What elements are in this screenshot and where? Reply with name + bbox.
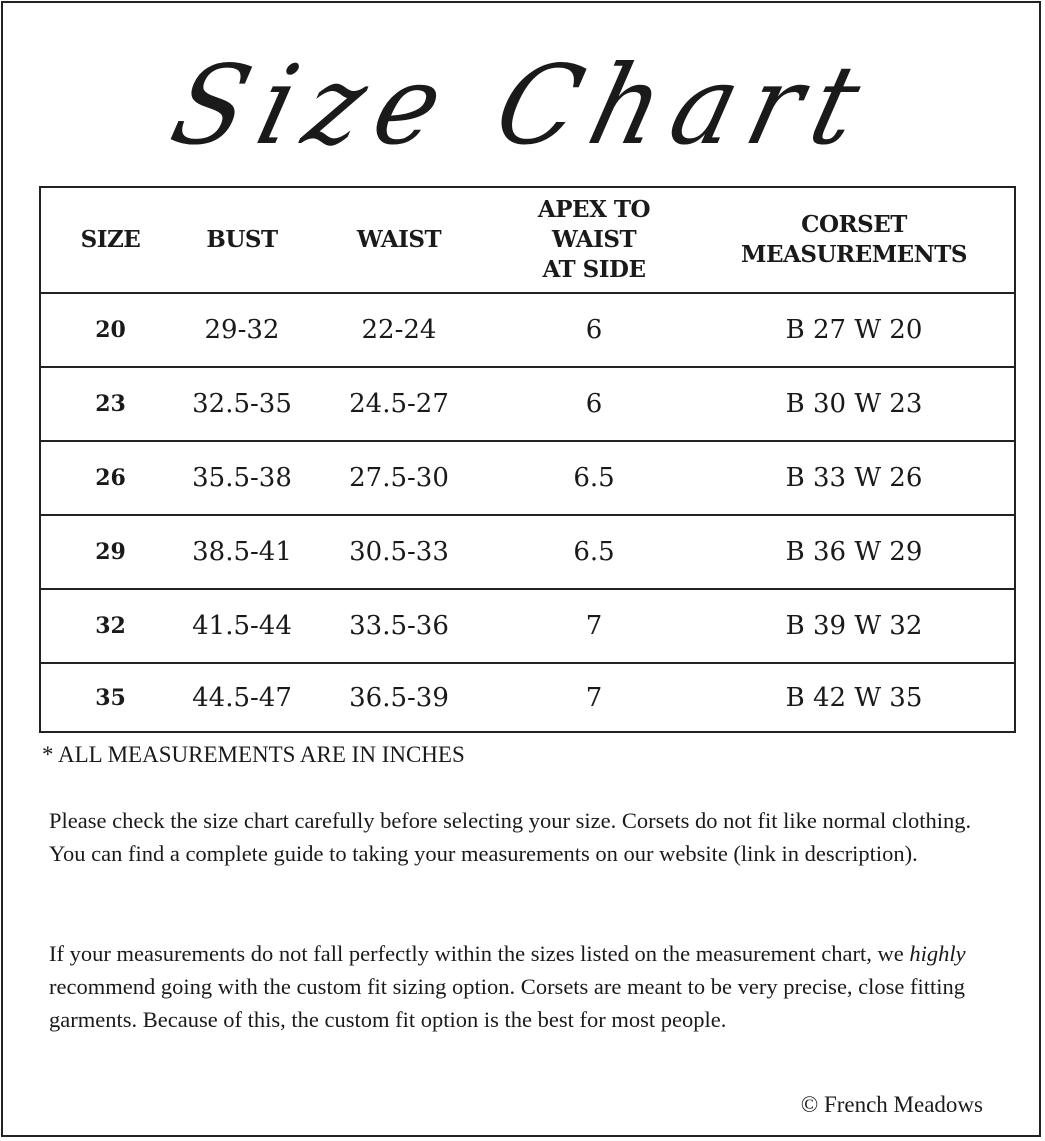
header-label-line: WAIST — [356, 226, 442, 253]
waist-cell: 36.5-39 — [304, 663, 494, 732]
bust-cell: 38.5-41 — [180, 515, 304, 589]
table-row — [40, 589, 1015, 663]
apex-cell: 6 — [494, 367, 694, 441]
header-corset-measurements — [694, 187, 1015, 293]
apex-cell: 7 — [494, 663, 694, 732]
corset-cell: B 27 W 20 — [694, 293, 1015, 367]
bust-cell: 35.5-38 — [180, 441, 304, 515]
waist-cell: 30.5-33 — [304, 515, 494, 589]
header-label-line: APEX TO WAIST — [537, 196, 651, 253]
bust-cell: 29-32 — [180, 293, 304, 367]
bust-cell: 32.5-35 — [180, 367, 304, 441]
header-label-line: CORSET — [801, 211, 907, 238]
title-area — [0, 40, 1045, 180]
table-header-row — [40, 187, 1015, 293]
size-chart-table — [39, 186, 1016, 733]
bust-cell: 44.5-47 — [180, 663, 304, 732]
table-row — [40, 367, 1015, 441]
waist-cell: 24.5-27 — [304, 367, 494, 441]
apex-cell: 6.5 — [494, 515, 694, 589]
size-cell: 20 — [40, 293, 180, 367]
recommendation-text-end: recommend going with the custom fit sizing option. Corsets are meant to be very precise, close fitting garments. Because of this, the custom fit option is the best for most people. — [49, 974, 966, 1032]
apex-cell: 6 — [494, 293, 694, 367]
page-title: Size Chart — [159, 40, 886, 170]
header-label-line: AT SIDE — [542, 256, 646, 283]
corset-cell: B 42 W 35 — [694, 663, 1015, 732]
copyright-notice: © French Meadows — [800, 1092, 983, 1117]
size-cell: 29 — [40, 515, 180, 589]
recommendation-emphasis: highly — [909, 941, 966, 966]
header-label-line: SIZE — [80, 226, 141, 253]
table-row — [40, 441, 1015, 515]
size-cell: 35 — [40, 663, 180, 732]
table-row — [40, 293, 1015, 367]
header-waist — [304, 187, 494, 293]
corset-cell: B 36 W 29 — [694, 515, 1015, 589]
size-cell: 32 — [40, 589, 180, 663]
header-bust — [180, 187, 304, 293]
instructions-paragraph: Please check the size chart carefully before selecting your size. Corsets do not fit like normal clothing. You can find a complete guide to taking your measurements on our website (link in description). — [49, 808, 972, 866]
header-size — [40, 187, 180, 293]
bust-cell: 41.5-44 — [180, 589, 304, 663]
recommendation-text-start: If your measurements do not fall perfectly within the sizes listed on the measurement chart, we — [49, 941, 910, 966]
apex-cell: 6.5 — [494, 441, 694, 515]
waist-cell: 33.5-36 — [304, 589, 494, 663]
table-row — [40, 515, 1015, 589]
table-body — [40, 293, 1015, 732]
header-label-line: BUST — [206, 226, 278, 253]
header-label-line: MEASUREMENTS — [741, 241, 967, 268]
size-cell: 26 — [40, 441, 180, 515]
recommendation-paragraph — [49, 937, 1009, 1036]
header-apex-to-waist — [494, 187, 694, 293]
waist-cell: 27.5-30 — [304, 441, 494, 515]
table-row — [40, 663, 1015, 732]
size-cell: 23 — [40, 367, 180, 441]
waist-cell: 22-24 — [304, 293, 494, 367]
corset-cell: B 33 W 26 — [694, 441, 1015, 515]
measurement-note: * ALL MEASUREMENTS ARE IN INCHES — [42, 742, 465, 767]
corset-cell: B 30 W 23 — [694, 367, 1015, 441]
apex-cell: 7 — [494, 589, 694, 663]
corset-cell: B 39 W 32 — [694, 589, 1015, 663]
